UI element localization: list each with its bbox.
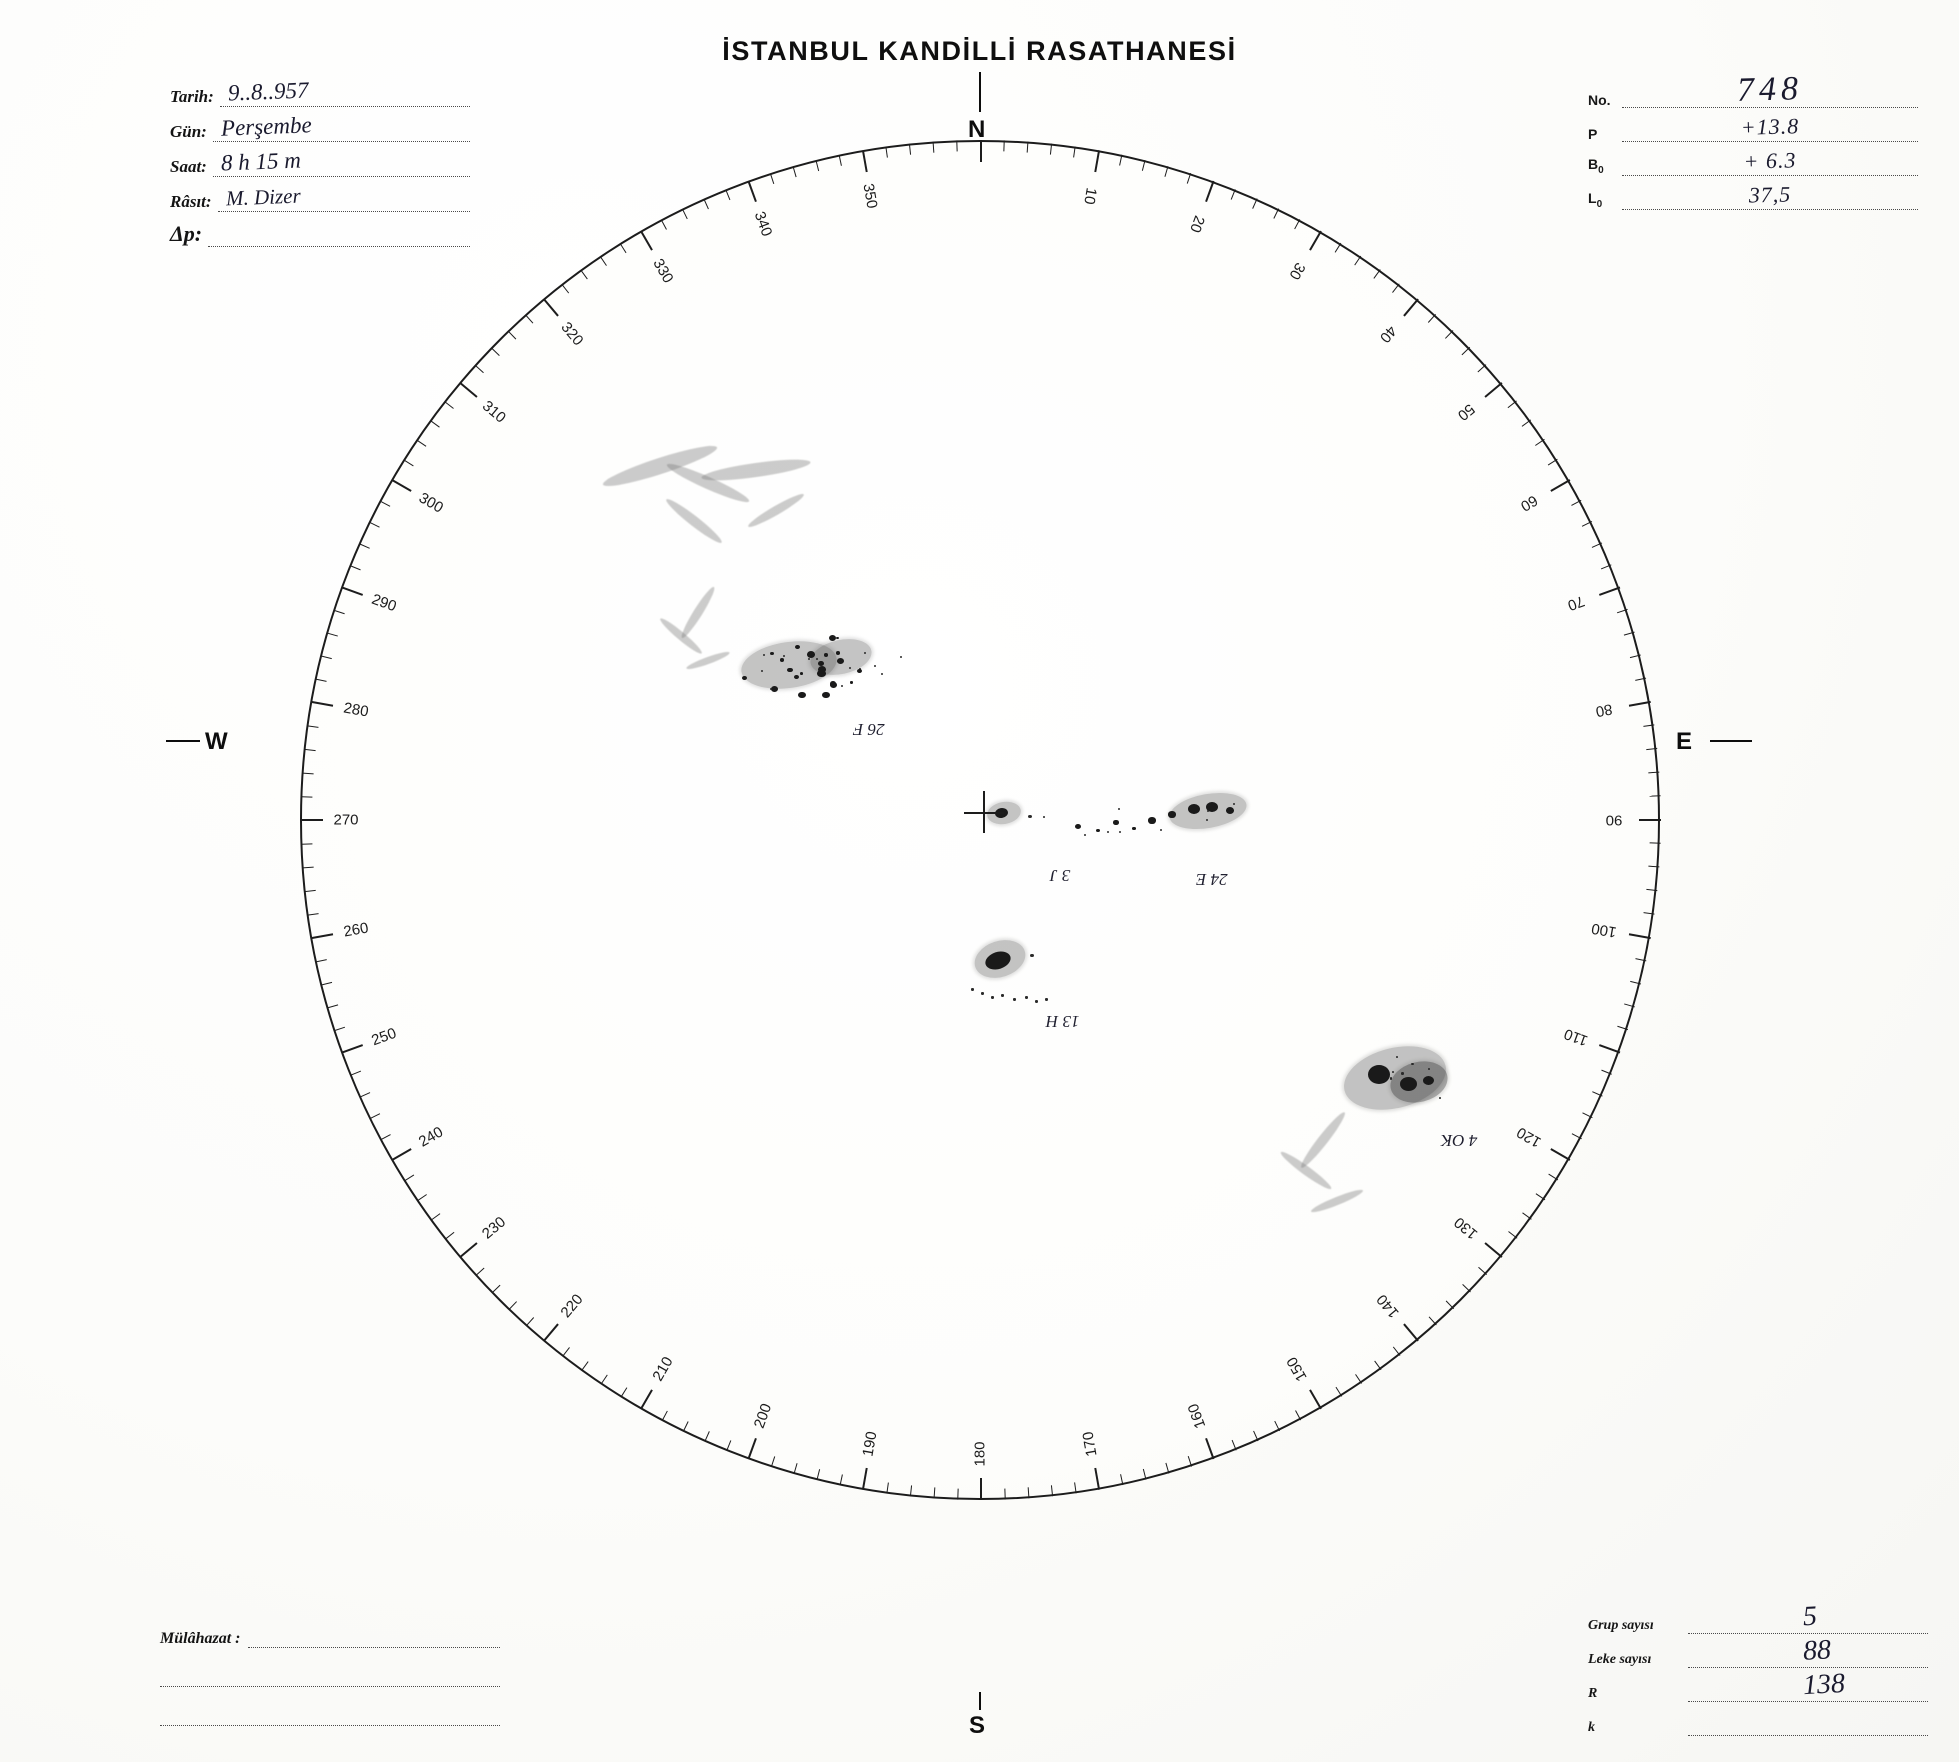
field-tarih-value: 9..8..957	[227, 77, 309, 106]
field-delta-p-label: Δp:	[170, 221, 203, 246]
pore-dot	[808, 658, 810, 660]
umbra-spot	[1368, 1065, 1390, 1084]
field-leke-sayisi-value: 88	[1802, 1634, 1832, 1667]
field-leke-sayisi[interactable]	[1588, 1634, 1928, 1668]
summary-counts	[1588, 1600, 1928, 1736]
group-label: 26 F	[852, 720, 885, 739]
degree-label: 130	[1450, 1212, 1481, 1243]
pore-dot	[1025, 996, 1028, 998]
field-leke-sayisi-label: Leke sayısı	[1588, 1652, 1652, 1667]
pore-dot	[1411, 1063, 1413, 1065]
pore-dot	[971, 988, 974, 990]
degree-label: 340	[750, 209, 776, 239]
degree-label: 240	[415, 1123, 447, 1151]
pore-dot	[991, 996, 994, 998]
field-tarih[interactable]	[170, 72, 470, 107]
cardinal-west: W	[205, 728, 228, 755]
pore-dot	[1001, 994, 1004, 996]
pore-dot	[816, 658, 818, 660]
umbra-spot	[822, 692, 830, 699]
cardinal-east: E	[1676, 728, 1693, 755]
group-label: 13 H	[1046, 1012, 1080, 1032]
umbra-spot	[800, 672, 803, 675]
cardinal-north: N	[968, 116, 986, 143]
degree-label: 60	[1517, 491, 1541, 515]
degree-label: 350	[859, 181, 881, 210]
degree-label: 180	[971, 1441, 989, 1467]
solar-disk-chart	[300, 140, 1660, 1500]
umbra-spot	[771, 686, 778, 692]
pore-dot	[841, 685, 843, 687]
cardinal-south-bar	[979, 1692, 981, 1710]
umbra-spot	[1132, 827, 1135, 830]
pore-dot	[1013, 998, 1016, 1000]
umbra-spot	[830, 682, 837, 688]
degree-label: 300	[415, 489, 447, 517]
degree-label: 160	[1184, 1401, 1210, 1431]
pore-dot	[1401, 1072, 1403, 1074]
remarks-label: Mülâhazat :	[160, 1630, 241, 1647]
degree-tick	[301, 819, 323, 821]
degree-label: 230	[479, 1212, 510, 1243]
umbra-spot	[798, 692, 806, 699]
degree-label: 280	[341, 699, 370, 721]
degree-label: 270	[333, 811, 359, 829]
field-rasit-value: M. Dizer	[225, 183, 301, 211]
field-gun-value: Perşembe	[220, 112, 312, 141]
field-l0-label: $L_0$	[1588, 190, 1603, 210]
remarks-line-3[interactable]	[160, 1687, 500, 1726]
umbra-spot	[1148, 817, 1156, 823]
field-r-label: R	[1588, 1686, 1598, 1701]
degree-tick	[1639, 819, 1661, 821]
degree-label: 50	[1453, 400, 1478, 425]
field-gun-label: Gün:	[170, 122, 207, 141]
field-rasit-label: Râsıt:	[170, 192, 212, 211]
umbra-spot	[837, 658, 844, 664]
umbra-spot	[780, 658, 784, 661]
field-p-label: P	[1588, 126, 1598, 142]
degree-label: 90	[1605, 811, 1623, 829]
page-title: İSTANBUL KANDİLLİ RASATHANESİ	[722, 36, 1237, 66]
solar-disk-outline	[300, 140, 1660, 1500]
remarks-row[interactable]	[160, 1608, 500, 1648]
degree-label: 190	[859, 1430, 881, 1459]
cardinal-south: S	[969, 1712, 986, 1739]
field-r-value: 138	[1802, 1667, 1846, 1702]
cardinal-west-bar	[166, 740, 200, 742]
degree-label: 100	[1590, 919, 1619, 941]
degree-label: 250	[369, 1024, 399, 1050]
umbra-spot	[836, 637, 838, 639]
cardinal-north-bar	[979, 72, 981, 112]
umbra-spot	[1168, 811, 1176, 817]
degree-label: 260	[341, 919, 370, 941]
degree-label: 30	[1285, 259, 1309, 283]
pore-dot	[864, 652, 866, 654]
cardinal-east-bar	[1710, 740, 1752, 742]
degree-label: 290	[369, 590, 399, 616]
pore-dot	[761, 670, 763, 672]
field-r[interactable]	[1588, 1668, 1928, 1702]
umbra-spot	[1188, 804, 1200, 814]
pore-dot	[1390, 1077, 1392, 1079]
degree-label: 150	[1283, 1353, 1311, 1385]
group-label: 24 E	[1196, 869, 1228, 889]
degree-label: 310	[479, 397, 510, 428]
degree-label: 170	[1079, 1430, 1101, 1459]
pore-dot	[874, 665, 876, 667]
field-l0-value: 37,5	[1748, 181, 1792, 208]
degree-label: 140	[1372, 1290, 1403, 1321]
field-b0-label: $B_0$	[1588, 156, 1604, 176]
field-grup-sayisi[interactable]	[1588, 1600, 1928, 1634]
umbra-spot	[818, 661, 824, 666]
field-grup-sayisi-value: 5	[1802, 1600, 1818, 1633]
umbra-spot	[787, 668, 792, 673]
group-label: 4 OK	[1440, 1131, 1478, 1151]
field-p-value: +13.8	[1740, 113, 1800, 140]
degree-label: 210	[649, 1353, 677, 1385]
field-gun[interactable]	[170, 107, 470, 142]
field-p[interactable]	[1588, 108, 1918, 142]
degree-label: 220	[557, 1290, 588, 1321]
umbra-spot	[850, 681, 853, 683]
degree-label: 20	[1185, 213, 1208, 235]
degree-label: 200	[750, 1401, 776, 1431]
degree-label: 80	[1594, 700, 1615, 720]
degree-label: 70	[1565, 592, 1587, 614]
degree-label: 110	[1561, 1024, 1590, 1049]
remarks-section	[160, 1608, 500, 1726]
field-saat-value: 8 h 15 m	[220, 147, 302, 176]
pore-dot	[1035, 1000, 1038, 1002]
field-b0-value: + 6.3	[1743, 147, 1797, 174]
umbra-spot	[1113, 820, 1118, 824]
field-no-value: 748	[1736, 70, 1804, 109]
degree-tick	[980, 1478, 982, 1500]
pore-dot	[1028, 815, 1032, 818]
degree-label: 40	[1375, 322, 1400, 347]
pore-dot	[1045, 998, 1048, 1000]
remarks-line-2[interactable]	[160, 1648, 500, 1687]
degree-label: 320	[557, 319, 588, 350]
degree-label: 330	[649, 255, 677, 287]
field-no-label: No.	[1588, 92, 1611, 108]
degree-label: 10	[1080, 185, 1100, 206]
field-no[interactable]	[1588, 70, 1918, 109]
degree-label: 120	[1513, 1123, 1545, 1151]
umbra-spot	[824, 653, 828, 657]
field-tarih-label: Tarih:	[170, 87, 214, 106]
pore-dot	[981, 992, 984, 994]
field-grup-sayisi-label: Grup sayısı	[1588, 1618, 1654, 1633]
field-saat-label: Saat:	[170, 157, 207, 176]
group-label: 3 J	[1049, 866, 1071, 886]
field-k[interactable]	[1588, 1702, 1928, 1736]
field-k-label: k	[1588, 1720, 1595, 1735]
